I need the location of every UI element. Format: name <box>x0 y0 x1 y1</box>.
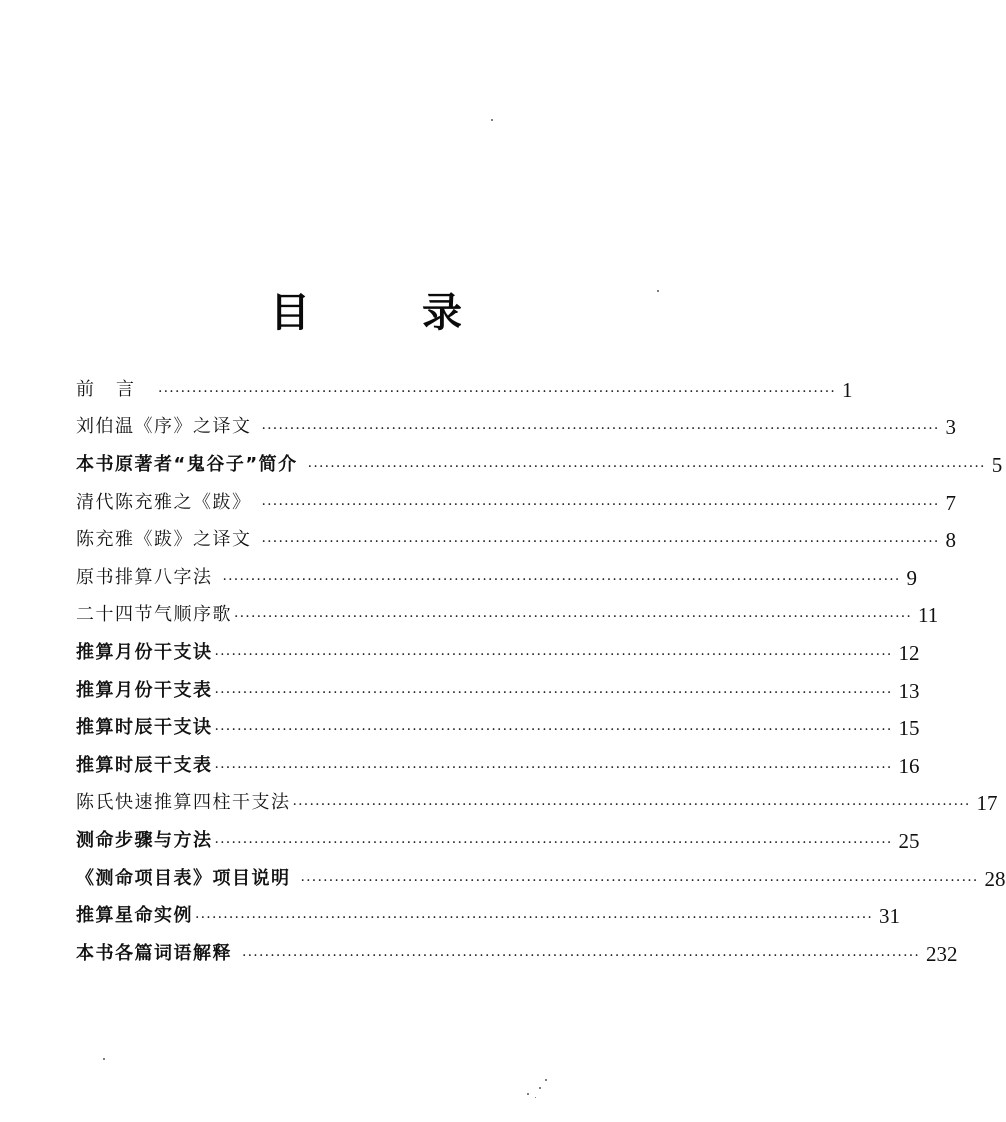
toc-entry-page: 25 <box>898 828 920 853</box>
toc-entry[interactable] <box>76 597 939 635</box>
toc-entry-title: 推算时辰干支诀 <box>76 717 213 739</box>
toc-leader-dots: ························································································································ <box>214 834 893 851</box>
scan-speck <box>527 1093 529 1095</box>
toc-entry-title: 本书各篇词语解释 <box>76 942 232 964</box>
toc-leader-dots: ························································································································ <box>242 947 921 964</box>
toc-entry[interactable] <box>76 860 1006 898</box>
toc-entry-page: 3 <box>945 415 957 440</box>
toc-entry[interactable] <box>76 672 920 710</box>
toc-leader-dots: ························································································································ <box>222 571 901 588</box>
scan-speck <box>545 1079 547 1081</box>
toc-entry[interactable] <box>76 747 920 785</box>
toc-entry-title: 陈氏快速推算四柱干支法 <box>76 792 291 814</box>
toc-entry-page: 1 <box>842 377 853 402</box>
toc-entry[interactable] <box>76 785 998 823</box>
toc-entry-page: 12 <box>898 640 920 665</box>
toc-entry-title: 推算星命实例 <box>76 905 193 927</box>
toc-entry-page: 9 <box>906 565 918 590</box>
scan-speck <box>539 1087 541 1089</box>
toc-entry-title: 清代陈充雅之《跋》 <box>76 491 252 513</box>
toc-leader-dots: ························································································································ <box>214 722 893 739</box>
table-of-contents <box>76 371 1006 973</box>
toc-leader-dots: ························································································································ <box>292 797 971 814</box>
toc-entry-title: 刘伯温《序》之译文 <box>76 416 252 438</box>
toc-entry[interactable] <box>76 521 957 559</box>
toc-entry-title: 推算时辰干支表 <box>76 754 213 776</box>
toc-leader-dots: ························································································································ <box>261 421 940 438</box>
toc-leader-dots: ························································································································ <box>261 496 940 513</box>
toc-entry-page: 11 <box>918 603 939 628</box>
toc-entry-title: 测命步骤与方法 <box>76 829 213 851</box>
toc-entry[interactable] <box>76 446 1003 484</box>
toc-entry[interactable] <box>76 634 920 672</box>
scan-speck <box>535 1097 536 1098</box>
toc-entry-page: 16 <box>898 753 920 778</box>
scan-speck <box>657 290 659 292</box>
toc-leader-dots: ························································································································ <box>234 609 913 626</box>
toc-entry-title: 前言 <box>76 378 156 400</box>
toc-entry-page: 31 <box>879 904 901 929</box>
toc-entry-title: 推算月份干支诀 <box>76 641 213 663</box>
toc-entry-page: 15 <box>898 716 920 741</box>
toc-leader-dots: ························································································································ <box>158 383 837 400</box>
page-title <box>0 288 715 348</box>
toc-leader-dots: ························································································································ <box>214 646 893 663</box>
toc-entry[interactable] <box>76 559 918 597</box>
toc-leader-dots: ························································································································ <box>307 458 986 475</box>
toc-entry[interactable] <box>76 709 920 747</box>
toc-entry[interactable] <box>76 897 901 935</box>
toc-entry-title: 原书排算八字法 <box>76 566 213 588</box>
toc-entry-page: 17 <box>976 791 998 816</box>
toc-entry-title: 推算月份干支表 <box>76 679 213 701</box>
toc-entry[interactable] <box>76 484 957 522</box>
toc-leader-dots: ························································································································ <box>261 534 940 551</box>
toc-leader-dots: ························································································································ <box>300 872 979 889</box>
toc-entry[interactable] <box>76 935 958 973</box>
toc-entry-title: 《测命项目表》项目说明 <box>76 867 291 889</box>
toc-entry-page: 13 <box>898 678 920 703</box>
toc-entry-title: 陈充雅《跋》之译文 <box>76 529 252 551</box>
toc-entry-title: 二十四节气顺序歌 <box>76 604 232 626</box>
toc-entry[interactable] <box>76 371 853 409</box>
toc-leader-dots: ························································································································ <box>214 684 893 701</box>
toc-entry-page: 232 <box>926 941 958 966</box>
toc-leader-dots: ························································································································ <box>195 910 874 927</box>
toc-leader-dots: ························································································································ <box>214 759 893 776</box>
toc-entry-page: 8 <box>945 528 957 553</box>
page-title-char-2: 录 <box>422 290 462 336</box>
toc-entry-page: 5 <box>991 452 1003 477</box>
scan-speck <box>491 119 493 121</box>
toc-entry-page: 28 <box>984 866 1006 891</box>
scan-speck <box>103 1058 105 1060</box>
toc-entry[interactable] <box>76 822 920 860</box>
page-title-char-1: 目 <box>270 290 310 336</box>
toc-entry-page: 7 <box>945 490 957 515</box>
toc-entry[interactable] <box>76 409 957 447</box>
toc-entry-title: 本书原著者“鬼谷子”简介 <box>76 453 298 475</box>
